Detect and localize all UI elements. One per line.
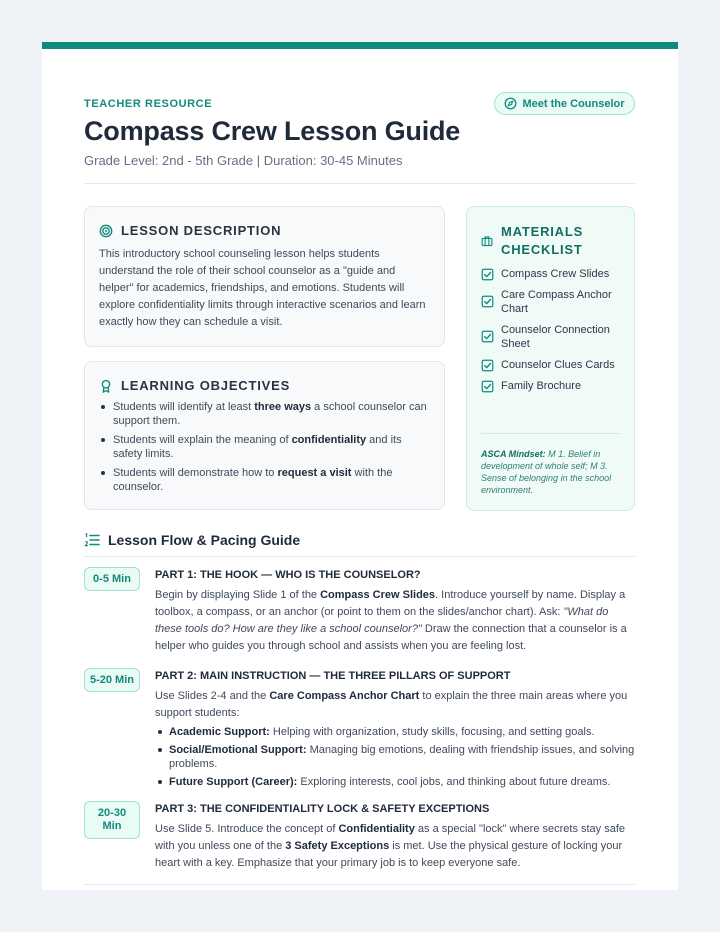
- compass-icon: [504, 97, 517, 110]
- meet-counselor-button[interactable]: [494, 92, 635, 115]
- objective-item: Students will identify at least three ways a school counselor can support them.: [99, 400, 429, 428]
- time-pill-part-3: 20-30 Min: [84, 801, 140, 839]
- kicker-label: TEACHER RESOURCE: [84, 98, 213, 110]
- lesson-description-heading: [99, 223, 281, 238]
- list-ordered-icon: [84, 532, 100, 548]
- lesson-flow-heading: [84, 532, 300, 548]
- material-item[interactable]: Family Brochure: [481, 379, 627, 393]
- lesson-description-card: [84, 206, 445, 347]
- time-pill-part-2: 5-20 Min: [84, 668, 140, 692]
- pillar-item: Social/Emotional Support: Managing big emotions, dealing with friendship issues, and solving problems.: [155, 743, 635, 771]
- materials-divider: [481, 433, 621, 434]
- briefcase-icon: [481, 235, 493, 247]
- materials-heading-text: MATERIALS CHECKLIST: [501, 224, 584, 257]
- material-item[interactable]: Compass Crew Slides: [481, 267, 627, 281]
- check-square-icon: [481, 330, 494, 343]
- meet-counselor-label: Meet the Counselor: [522, 97, 625, 110]
- flow-part-2: [155, 670, 635, 793]
- learning-objectives-card: [84, 361, 445, 510]
- check-square-icon: [481, 268, 494, 281]
- check-square-icon: [481, 359, 494, 372]
- materials-checklist-card: [466, 206, 635, 511]
- award-icon: [99, 379, 113, 393]
- accent-top-bar: [42, 42, 678, 49]
- lesson-flow-heading-text: Lesson Flow & Pacing Guide: [108, 532, 301, 548]
- part-body: Begin by displaying Slide 1 of the Compass Crew Slides. Introduce yourself by name. Display a toolbox, a compass, or an anchor (or point to them on the slides/anchor chart). Ask: "What do these tools do? How are they like a school counselor?" Draw the connection that a counselor is a helper who guides you through school and assists when you are feeling lost.: [155, 589, 627, 652]
- objective-item: Students will explain the meaning of confidentiality and its safety limits.: [99, 433, 429, 461]
- lesson-description-text: This introductory school counseling lesson helps students understand the role of their school counselor as a "guide and helper" for academics, friendships, and emotions. Students will explore confidentiality limits through interactive scenarios and learn exactly how they can schedule a visit.: [99, 248, 426, 328]
- materials-heading: [481, 223, 601, 259]
- part-title: PART 2: MAIN INSTRUCTION — THE THREE PILLARS OF SUPPORT: [155, 670, 511, 682]
- objectives-list: [99, 400, 429, 499]
- objective-item: Students will demonstrate how to request a visit with the counselor.: [99, 466, 429, 494]
- flow-part-1: [155, 569, 635, 655]
- material-item[interactable]: Counselor Connection Sheet: [481, 323, 627, 351]
- pillar-item: Future Support (Career): Exploring interests, cool jobs, and thinking about future dreams.: [155, 775, 635, 789]
- bottom-divider: [84, 884, 635, 885]
- lesson-guide-page: [42, 42, 678, 890]
- check-square-icon: [481, 380, 494, 393]
- part-title: PART 3: THE CONFIDENTIALITY LOCK & SAFETY EXCEPTIONS: [155, 803, 490, 815]
- support-pillars-list: [155, 725, 635, 789]
- time-pill-part-1: 0-5 Min: [84, 567, 140, 591]
- lesson-description-heading-text: LESSON DESCRIPTION: [121, 223, 282, 238]
- part-body: Use Slide 5. Introduce the concept of Confidentiality as a special "lock" where secrets stay safe with you unless one of the 3 Safety Exceptions is met. Use the physical gesture of locking your heart with a key. Emphasize that your primary job is to keep everyone safe.: [155, 823, 626, 869]
- learning-objectives-heading-text: LEARNING OBJECTIVES: [121, 378, 291, 393]
- pillar-item: Academic Support: Helping with organization, study skills, focusing, and setting goals.: [155, 725, 635, 739]
- target-icon: [99, 224, 113, 238]
- header-divider: [84, 183, 635, 184]
- part-body: Use Slides 2-4 and the Care Compass Anchor Chart to explain the three main areas where you support students:: [155, 690, 628, 719]
- learning-objectives-heading: [99, 378, 290, 393]
- page-title: Compass Crew Lesson Guide: [84, 116, 461, 146]
- material-item[interactable]: Care Compass Anchor Chart: [481, 288, 627, 316]
- materials-list: [481, 267, 627, 400]
- check-square-icon: [481, 295, 494, 308]
- material-item[interactable]: Counselor Clues Cards: [481, 358, 627, 372]
- page-subtitle: Grade Level: 2nd - 5th Grade | Duration: 30-45 Minutes: [84, 153, 403, 168]
- asca-mindset-note: ASCA Mindset: M 1. Belief in development of whole self; M 3. Sense of belonging in the school environment.: [481, 449, 612, 495]
- flow-divider: [84, 556, 635, 557]
- part-title: PART 1: THE HOOK — WHO IS THE COUNSELOR?: [155, 569, 421, 581]
- flow-part-3: [155, 803, 635, 872]
